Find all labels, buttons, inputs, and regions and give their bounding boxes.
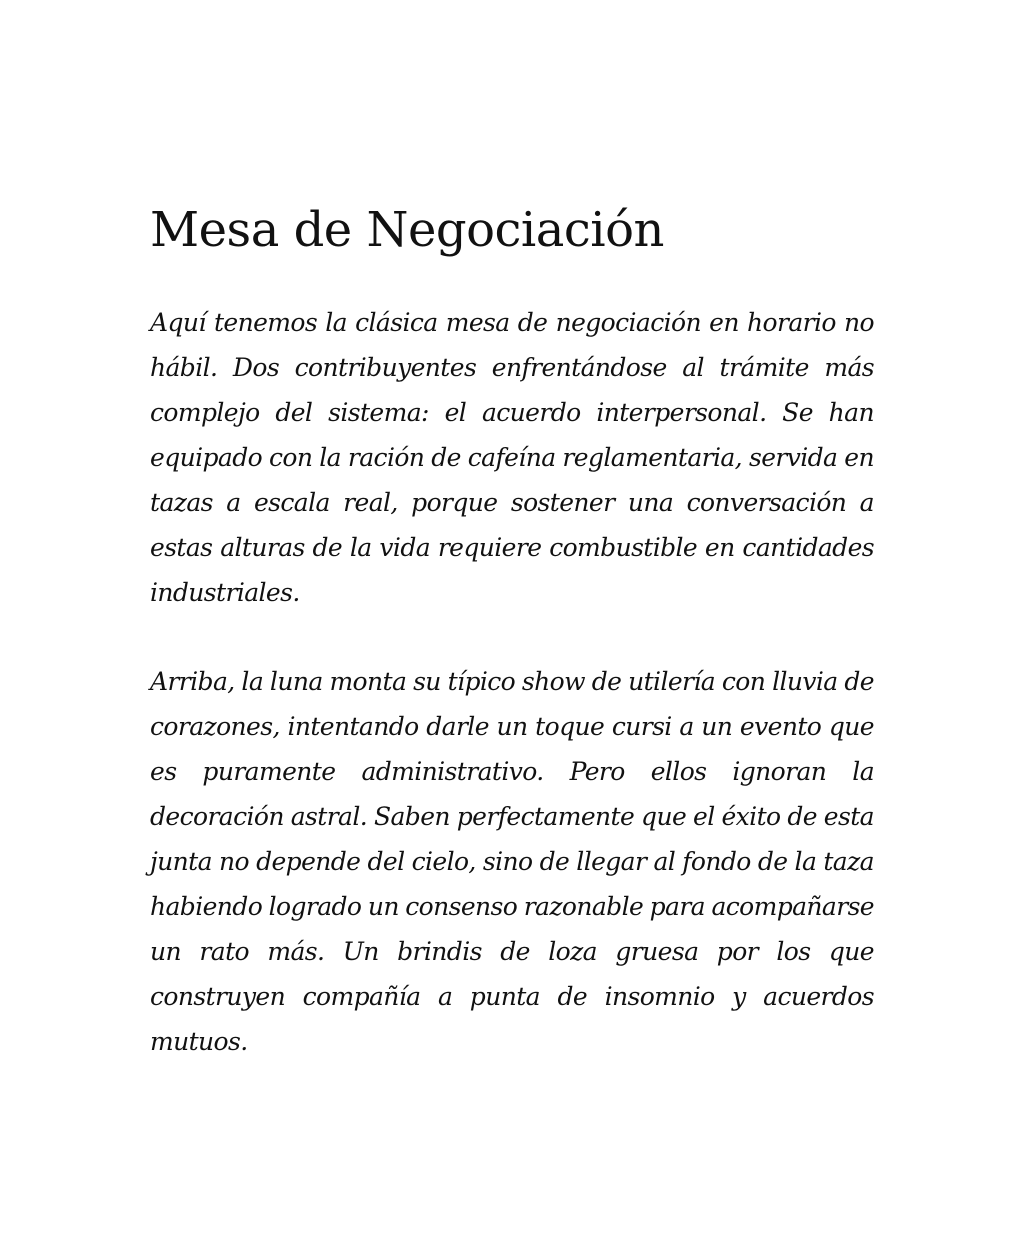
paragraph-1: Aquí tenemos la clásica mesa de negociación en horario no hábil. Dos contribuyentes enfrentándose al trámite más complejo del sistema: el acuerdo interpersonal. Se han equipado con la ración de cafeína reglamentaria, servida en tazas a escala real, porque sostener una conversación a estas alturas de la vida requiere combustible en cantidades industriales.	[150, 308, 874, 607]
document-page	[150, 196, 874, 1064]
paragraph-2: Arriba, la luna monta su típico show de utilería con lluvia de corazones, intentando darle un toque cursi a un evento que es puramente administrativo. Pero ellos ignoran la decoración astral. Saben perfectamente que el éxito de esta junta no depende del cielo, sino de llegar al fondo de la taza habiendo logrado un consenso razonable para acompañarse un rato más. Un brindis de loza gruesa por los que construyen compañía a punta de insomnio y acuerdos mutuos.	[150, 667, 874, 1056]
page-title: Mesa de Negociación	[150, 202, 664, 258]
